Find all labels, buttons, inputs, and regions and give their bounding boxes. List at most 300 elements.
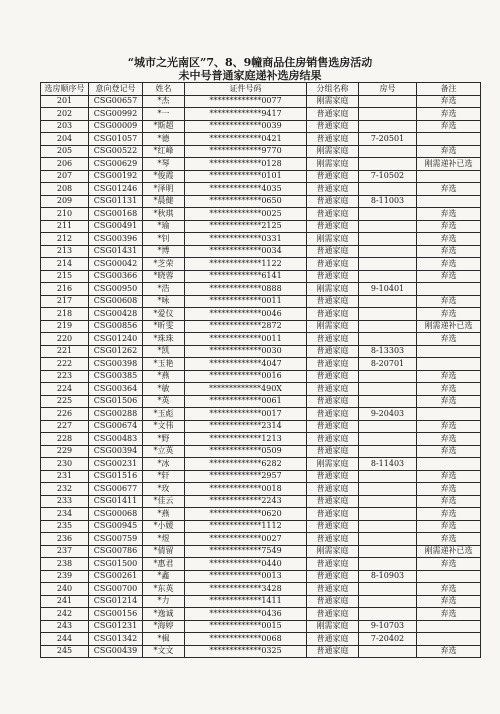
table-row bbox=[41, 633, 481, 646]
name-cell: *博 bbox=[143, 245, 185, 258]
name-cell: *文文 bbox=[143, 645, 185, 658]
room-no-cell: 8-11003 bbox=[359, 195, 417, 208]
id-no-cell: *************7549 bbox=[185, 545, 307, 558]
table-row bbox=[41, 470, 481, 483]
registration-no-cell: CSG00396 bbox=[89, 233, 143, 246]
table-row bbox=[41, 508, 481, 521]
header-id-no: 证件号码 bbox=[185, 83, 307, 96]
name-cell: *德 bbox=[143, 133, 185, 146]
registration-no-cell: CSG01431 bbox=[89, 245, 143, 258]
room-no-cell: 7-20501 bbox=[359, 133, 417, 146]
table-row bbox=[41, 570, 481, 583]
table-header-row bbox=[41, 83, 481, 96]
group-cell: 普通家庭 bbox=[307, 170, 359, 183]
id-no-cell: *************9770 bbox=[185, 145, 307, 158]
name-cell: *玫 bbox=[143, 483, 185, 496]
group-cell: 刚需家庭 bbox=[307, 233, 359, 246]
name-cell: *斯超 bbox=[143, 120, 185, 133]
room-no-cell: 7-20402 bbox=[359, 633, 417, 646]
header-order-no: 选房顺序号 bbox=[41, 83, 89, 96]
id-no-cell: *************0325 bbox=[185, 645, 307, 658]
header-remark: 备注 bbox=[417, 83, 481, 96]
registration-no-cell: CSG00439 bbox=[89, 645, 143, 658]
table-row bbox=[41, 358, 481, 371]
room-no-cell bbox=[359, 95, 417, 108]
group-cell: 普通家庭 bbox=[307, 220, 359, 233]
name-cell: *惠君 bbox=[143, 558, 185, 571]
table-row bbox=[41, 458, 481, 471]
name-cell: *海婷 bbox=[143, 620, 185, 633]
registration-no-cell: CSG00657 bbox=[89, 95, 143, 108]
order-no-cell: 221 bbox=[41, 345, 89, 358]
group-cell: 普通家庭 bbox=[307, 583, 359, 596]
registration-no-cell: CSG00192 bbox=[89, 170, 143, 183]
order-no-cell: 233 bbox=[41, 495, 89, 508]
id-no-cell: *************6282 bbox=[185, 458, 307, 471]
results-table bbox=[40, 82, 481, 658]
table-row bbox=[41, 183, 481, 196]
order-no-cell: 244 bbox=[41, 633, 89, 646]
id-no-cell: *************0017 bbox=[185, 408, 307, 421]
name-cell: *泽明 bbox=[143, 183, 185, 196]
room-no-cell bbox=[359, 120, 417, 133]
order-no-cell: 238 bbox=[41, 558, 89, 571]
remark-cell bbox=[417, 170, 481, 183]
group-cell: 刚需家庭 bbox=[307, 158, 359, 171]
group-cell: 普通家庭 bbox=[307, 520, 359, 533]
name-cell: *琴 bbox=[143, 158, 185, 171]
id-no-cell: *************0077 bbox=[185, 95, 307, 108]
table-row bbox=[41, 520, 481, 533]
remark-cell: 弃选 bbox=[417, 333, 481, 346]
order-no-cell: 214 bbox=[41, 258, 89, 271]
room-no-cell bbox=[359, 583, 417, 596]
remark-cell: 弃选 bbox=[417, 183, 481, 196]
registration-no-cell: CSG00950 bbox=[89, 283, 143, 296]
table-row bbox=[41, 320, 481, 333]
registration-no-cell: CSG00677 bbox=[89, 483, 143, 496]
order-no-cell: 223 bbox=[41, 370, 89, 383]
room-no-cell bbox=[359, 608, 417, 621]
id-no-cell: *************4047 bbox=[185, 358, 307, 371]
room-no-cell: 9-20403 bbox=[359, 408, 417, 421]
id-no-cell: *************1122 bbox=[185, 258, 307, 271]
header-name: 姓名 bbox=[143, 83, 185, 96]
group-cell: 刚需家庭 bbox=[307, 620, 359, 633]
room-no-cell: 8-10903 bbox=[359, 570, 417, 583]
name-cell: *爱仪 bbox=[143, 308, 185, 321]
registration-no-cell: CSG01240 bbox=[89, 333, 143, 346]
group-cell: 普通家庭 bbox=[307, 495, 359, 508]
table-row bbox=[41, 258, 481, 271]
id-no-cell: *************0888 bbox=[185, 283, 307, 296]
document-title bbox=[0, 56, 500, 82]
remark-cell: 弃选 bbox=[417, 308, 481, 321]
table-row bbox=[41, 395, 481, 408]
name-cell: *晓蓉 bbox=[143, 270, 185, 283]
remark-cell bbox=[417, 620, 481, 633]
room-no-cell bbox=[359, 245, 417, 258]
registration-no-cell: CSG00629 bbox=[89, 158, 143, 171]
table-row bbox=[41, 295, 481, 308]
order-no-cell: 234 bbox=[41, 508, 89, 521]
table-row bbox=[41, 120, 481, 133]
name-cell: *昕雯 bbox=[143, 320, 185, 333]
registration-no-cell: CSG00674 bbox=[89, 420, 143, 433]
remark-cell bbox=[417, 458, 481, 471]
group-cell: 普通家庭 bbox=[307, 108, 359, 121]
order-no-cell: 236 bbox=[41, 533, 89, 546]
table-row bbox=[41, 595, 481, 608]
registration-no-cell: CSG01516 bbox=[89, 470, 143, 483]
name-cell: *凯 bbox=[143, 345, 185, 358]
remark-cell: 弃选 bbox=[417, 95, 481, 108]
registration-no-cell: CSG00491 bbox=[89, 220, 143, 233]
remark-cell bbox=[417, 345, 481, 358]
order-no-cell: 215 bbox=[41, 270, 89, 283]
header-room-no: 房号 bbox=[359, 83, 417, 96]
name-cell: *俊霞 bbox=[143, 170, 185, 183]
order-no-cell: 226 bbox=[41, 408, 89, 421]
order-no-cell: 217 bbox=[41, 295, 89, 308]
id-no-cell: *************0509 bbox=[185, 445, 307, 458]
id-no-cell: *************0046 bbox=[185, 308, 307, 321]
registration-no-cell: CSG01057 bbox=[89, 133, 143, 146]
name-cell: *煜 bbox=[143, 533, 185, 546]
id-no-cell: *************0025 bbox=[185, 208, 307, 221]
group-cell: 普通家庭 bbox=[307, 595, 359, 608]
name-cell: *东英 bbox=[143, 583, 185, 596]
room-no-cell bbox=[359, 545, 417, 558]
registration-no-cell: CSG01246 bbox=[89, 183, 143, 196]
registration-no-cell: CSG01262 bbox=[89, 345, 143, 358]
group-cell: 普通家庭 bbox=[307, 633, 359, 646]
order-no-cell: 242 bbox=[41, 608, 89, 621]
table-row bbox=[41, 545, 481, 558]
table-row bbox=[41, 583, 481, 596]
id-no-cell: *************2957 bbox=[185, 470, 307, 483]
id-no-cell: *************0436 bbox=[185, 608, 307, 621]
group-cell: 刚需家庭 bbox=[307, 283, 359, 296]
table-row bbox=[41, 483, 481, 496]
name-cell: *小媛 bbox=[143, 520, 185, 533]
registration-no-cell: CSG00366 bbox=[89, 270, 143, 283]
registration-no-cell: CSG00428 bbox=[89, 308, 143, 321]
table-row bbox=[41, 158, 481, 171]
table-row bbox=[41, 108, 481, 121]
order-no-cell: 205 bbox=[41, 145, 89, 158]
registration-no-cell: CSG01500 bbox=[89, 558, 143, 571]
group-cell: 普通家庭 bbox=[307, 608, 359, 621]
name-cell: *玉艳 bbox=[143, 358, 185, 371]
table-row bbox=[41, 408, 481, 421]
id-no-cell: *************0039 bbox=[185, 120, 307, 133]
name-cell: *燕 bbox=[143, 508, 185, 521]
registration-no-cell: CSG00759 bbox=[89, 533, 143, 546]
table-row bbox=[41, 145, 481, 158]
order-no-cell: 222 bbox=[41, 358, 89, 371]
group-cell: 普通家庭 bbox=[307, 508, 359, 521]
room-no-cell bbox=[359, 183, 417, 196]
order-no-cell: 213 bbox=[41, 245, 89, 258]
order-no-cell: 230 bbox=[41, 458, 89, 471]
order-no-cell: 208 bbox=[41, 183, 89, 196]
id-no-cell: *************0061 bbox=[185, 395, 307, 408]
registration-no-cell: CSG00168 bbox=[89, 208, 143, 221]
registration-no-cell: CSG00009 bbox=[89, 120, 143, 133]
group-cell: 普通家庭 bbox=[307, 533, 359, 546]
name-cell: *倩留 bbox=[143, 545, 185, 558]
id-no-cell: *************0011 bbox=[185, 295, 307, 308]
name-cell: *鑫 bbox=[143, 570, 185, 583]
group-cell: 普通家庭 bbox=[307, 120, 359, 133]
id-no-cell: *************6141 bbox=[185, 270, 307, 283]
remark-cell: 弃选 bbox=[417, 145, 481, 158]
id-no-cell: *************0030 bbox=[185, 345, 307, 358]
remark-cell: 弃选 bbox=[417, 433, 481, 446]
id-no-cell: *************0027 bbox=[185, 533, 307, 546]
room-no-cell bbox=[359, 145, 417, 158]
remark-cell: 刚需递补已选 bbox=[417, 320, 481, 333]
remark-cell bbox=[417, 358, 481, 371]
name-cell: *浩 bbox=[143, 283, 185, 296]
name-cell: *燕 bbox=[143, 370, 185, 383]
order-no-cell: 225 bbox=[41, 395, 89, 408]
table-row bbox=[41, 345, 481, 358]
order-no-cell: 218 bbox=[41, 308, 89, 321]
id-no-cell: *************9417 bbox=[185, 108, 307, 121]
table-row bbox=[41, 608, 481, 621]
remark-cell bbox=[417, 570, 481, 583]
room-no-cell bbox=[359, 233, 417, 246]
remark-cell: 弃选 bbox=[417, 270, 481, 283]
group-cell: 普通家庭 bbox=[307, 258, 359, 271]
remark-cell: 弃选 bbox=[417, 533, 481, 546]
room-no-cell: 9-10401 bbox=[359, 283, 417, 296]
registration-no-cell: CSG00608 bbox=[89, 295, 143, 308]
group-cell: 刚需家庭 bbox=[307, 145, 359, 158]
table-row bbox=[41, 195, 481, 208]
name-cell: *瑜 bbox=[143, 220, 185, 233]
group-cell: 普通家庭 bbox=[307, 408, 359, 421]
group-cell: 普通家庭 bbox=[307, 370, 359, 383]
group-cell: 刚需家庭 bbox=[307, 320, 359, 333]
id-no-cell: *************2125 bbox=[185, 220, 307, 233]
room-no-cell bbox=[359, 445, 417, 458]
room-no-cell bbox=[359, 370, 417, 383]
room-no-cell bbox=[359, 495, 417, 508]
id-no-cell: *************0068 bbox=[185, 633, 307, 646]
registration-no-cell: CSG01506 bbox=[89, 395, 143, 408]
registration-no-cell: CSG01411 bbox=[89, 495, 143, 508]
remark-cell: 弃选 bbox=[417, 608, 481, 621]
order-no-cell: 245 bbox=[41, 645, 89, 658]
registration-no-cell: CSG00156 bbox=[89, 608, 143, 621]
group-cell: 普通家庭 bbox=[307, 383, 359, 396]
group-cell: 刚需家庭 bbox=[307, 95, 359, 108]
room-no-cell bbox=[359, 533, 417, 546]
table-row bbox=[41, 383, 481, 396]
id-no-cell: *************0331 bbox=[185, 233, 307, 246]
room-no-cell bbox=[359, 270, 417, 283]
remark-cell: 弃选 bbox=[417, 245, 481, 258]
order-no-cell: 219 bbox=[41, 320, 89, 333]
remark-cell: 弃选 bbox=[417, 520, 481, 533]
table-row bbox=[41, 95, 481, 108]
remark-cell: 弃选 bbox=[417, 645, 481, 658]
registration-no-cell: CSG00945 bbox=[89, 520, 143, 533]
table-row bbox=[41, 170, 481, 183]
order-no-cell: 224 bbox=[41, 383, 89, 396]
room-no-cell bbox=[359, 645, 417, 658]
id-no-cell: *************0018 bbox=[185, 483, 307, 496]
order-no-cell: 206 bbox=[41, 158, 89, 171]
room-no-cell: 8-13303 bbox=[359, 345, 417, 358]
order-no-cell: 202 bbox=[41, 108, 89, 121]
name-cell: *敏 bbox=[143, 383, 185, 396]
remark-cell: 刚需递补已选 bbox=[417, 158, 481, 171]
id-no-cell: *************0013 bbox=[185, 570, 307, 583]
room-no-cell bbox=[359, 520, 417, 533]
order-no-cell: 201 bbox=[41, 95, 89, 108]
table-row bbox=[41, 233, 481, 246]
order-no-cell: 229 bbox=[41, 445, 89, 458]
registration-no-cell: CSG00992 bbox=[89, 108, 143, 121]
table-row bbox=[41, 558, 481, 571]
name-cell: *红峰 bbox=[143, 145, 185, 158]
remark-cell: 弃选 bbox=[417, 583, 481, 596]
name-cell: *轩 bbox=[143, 470, 185, 483]
name-cell: *咏 bbox=[143, 295, 185, 308]
remark-cell: 弃选 bbox=[417, 445, 481, 458]
id-no-cell: *************0620 bbox=[185, 508, 307, 521]
remark-cell bbox=[417, 195, 481, 208]
registration-no-cell: CSG00231 bbox=[89, 458, 143, 471]
remark-cell: 弃选 bbox=[417, 220, 481, 233]
id-no-cell: *************0034 bbox=[185, 245, 307, 258]
group-cell: 普通家庭 bbox=[307, 245, 359, 258]
table-row bbox=[41, 433, 481, 446]
id-no-cell: *************2872 bbox=[185, 320, 307, 333]
room-no-cell bbox=[359, 258, 417, 271]
name-cell: *冰 bbox=[143, 458, 185, 471]
remark-cell bbox=[417, 133, 481, 146]
id-no-cell: *************0421 bbox=[185, 133, 307, 146]
order-no-cell: 232 bbox=[41, 483, 89, 496]
order-no-cell: 227 bbox=[41, 420, 89, 433]
group-cell: 刚需家庭 bbox=[307, 545, 359, 558]
room-no-cell bbox=[359, 320, 417, 333]
id-no-cell: *************0016 bbox=[185, 370, 307, 383]
title-line-1: “城市之光南区”7、8、9幢商品住房销售选房活动 bbox=[127, 56, 373, 69]
name-cell: *野 bbox=[143, 433, 185, 446]
id-no-cell: *************2243 bbox=[185, 495, 307, 508]
room-no-cell bbox=[359, 158, 417, 171]
table-row bbox=[41, 333, 481, 346]
room-no-cell bbox=[359, 308, 417, 321]
id-no-cell: *************0101 bbox=[185, 170, 307, 183]
group-cell: 普通家庭 bbox=[307, 395, 359, 408]
name-cell: *力 bbox=[143, 595, 185, 608]
name-cell: *钊 bbox=[143, 233, 185, 246]
id-no-cell: *************3428 bbox=[185, 583, 307, 596]
id-no-cell: *************0128 bbox=[185, 158, 307, 171]
header-group: 分组名称 bbox=[307, 83, 359, 96]
table-row bbox=[41, 445, 481, 458]
remark-cell: 弃选 bbox=[417, 295, 481, 308]
remark-cell: 弃选 bbox=[417, 508, 481, 521]
room-no-cell bbox=[359, 470, 417, 483]
table-row bbox=[41, 370, 481, 383]
group-cell: 普通家庭 bbox=[307, 195, 359, 208]
room-no-cell: 9-10703 bbox=[359, 620, 417, 633]
table-row bbox=[41, 420, 481, 433]
room-no-cell: 8-20701 bbox=[359, 358, 417, 371]
id-no-cell: *************0440 bbox=[185, 558, 307, 571]
remark-cell: 弃选 bbox=[417, 120, 481, 133]
registration-no-cell: CSG00042 bbox=[89, 258, 143, 271]
registration-no-cell: CSG00288 bbox=[89, 408, 143, 421]
group-cell: 普通家庭 bbox=[307, 433, 359, 446]
room-no-cell bbox=[359, 220, 417, 233]
registration-no-cell: CSG00483 bbox=[89, 433, 143, 446]
table-row bbox=[41, 308, 481, 321]
id-no-cell: *************0015 bbox=[185, 620, 307, 633]
order-no-cell: 241 bbox=[41, 595, 89, 608]
room-no-cell bbox=[359, 433, 417, 446]
order-no-cell: 216 bbox=[41, 283, 89, 296]
order-no-cell: 203 bbox=[41, 120, 89, 133]
room-no-cell: 8-11403 bbox=[359, 458, 417, 471]
remark-cell: 弃选 bbox=[417, 108, 481, 121]
remark-cell: 弃选 bbox=[417, 370, 481, 383]
name-cell: *晨健 bbox=[143, 195, 185, 208]
name-cell: *楫 bbox=[143, 633, 185, 646]
order-no-cell: 240 bbox=[41, 583, 89, 596]
group-cell: 普通家庭 bbox=[307, 183, 359, 196]
registration-no-cell: CSG00394 bbox=[89, 445, 143, 458]
remark-cell: 弃选 bbox=[417, 208, 481, 221]
room-no-cell bbox=[359, 420, 417, 433]
remark-cell: 弃选 bbox=[417, 470, 481, 483]
group-cell: 普通家庭 bbox=[307, 270, 359, 283]
room-no-cell bbox=[359, 558, 417, 571]
remark-cell: 弃选 bbox=[417, 395, 481, 408]
room-no-cell bbox=[359, 595, 417, 608]
id-no-cell: *************1112 bbox=[185, 520, 307, 533]
room-no-cell bbox=[359, 383, 417, 396]
registration-no-cell: CSG00385 bbox=[89, 370, 143, 383]
remark-cell: 弃选 bbox=[417, 495, 481, 508]
id-no-cell: *************2314 bbox=[185, 420, 307, 433]
registration-no-cell: CSG00068 bbox=[89, 508, 143, 521]
registration-no-cell: CSG00398 bbox=[89, 358, 143, 371]
group-cell: 普通家庭 bbox=[307, 333, 359, 346]
group-cell: 普通家庭 bbox=[307, 295, 359, 308]
order-no-cell: 207 bbox=[41, 170, 89, 183]
registration-no-cell: CSG00522 bbox=[89, 145, 143, 158]
remark-cell: 弃选 bbox=[417, 420, 481, 433]
group-cell: 普通家庭 bbox=[307, 133, 359, 146]
room-no-cell bbox=[359, 333, 417, 346]
id-no-cell: *************0011 bbox=[185, 333, 307, 346]
group-cell: 普通家庭 bbox=[307, 445, 359, 458]
remark-cell bbox=[417, 283, 481, 296]
registration-no-cell: CSG00856 bbox=[89, 320, 143, 333]
order-no-cell: 231 bbox=[41, 470, 89, 483]
group-cell: 普通家庭 bbox=[307, 470, 359, 483]
group-cell: 普通家庭 bbox=[307, 345, 359, 358]
